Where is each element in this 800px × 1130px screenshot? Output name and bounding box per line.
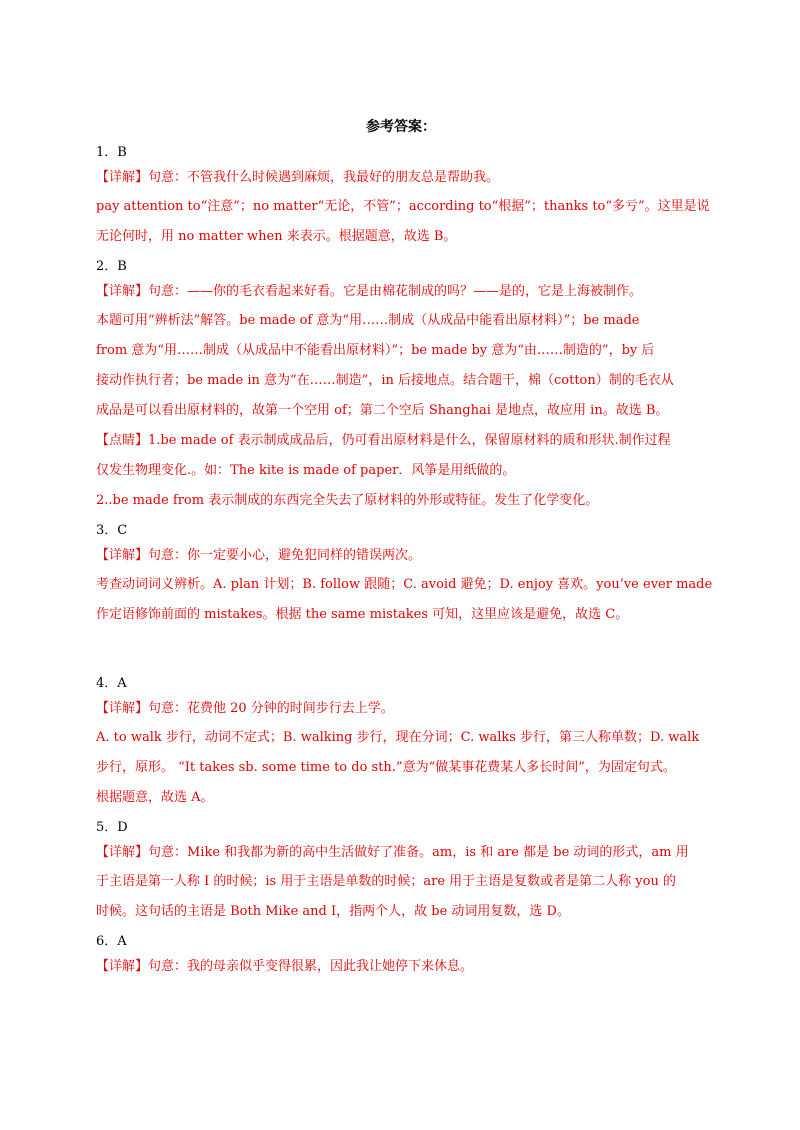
explanation-line: 无论何时，用 no matter when 来表示。根据题意，故选 B。 — [96, 229, 457, 244]
answer-detail: 【详解】句意：你一定要小心，避免犯同样的错误两次。 — [96, 548, 422, 563]
explanation-line: 考查动词词义辨析。A. plan 计划；B. follow 跟随；C. avoid 避免；D. enjoy 喜欢。you’ve ever made — [96, 577, 713, 592]
answer-detail: 【详解】句意：花费他 20 分钟的时间步行去上学。 — [96, 701, 394, 716]
answer-detail: 【详解】句意：——你的毛衣看起来好看。它是由棉花制成的吗？——是的，它是上海被制作。 — [96, 284, 643, 299]
explanation-line: A. to walk 步行，动词不定式；B. walking 步行，现在分词；C. walks 步行，第三人称单数；D. walk — [96, 730, 700, 745]
explanation-line: 接动作执行者；be made in 意为“在……制造”，in 后接地点。结合题干，棉（cotton）制的毛衣从 — [96, 373, 674, 388]
answer-detail: 【详解】句意：不管我什么时候遇到麻烦，我最好的朋友总是帮助我。 — [96, 170, 500, 185]
answer-number: 1．B — [96, 145, 127, 160]
explanation-line: 作定语修饰前面的 mistakes。根据 the same mistakes 可知，这里应该是避免，故选 C。 — [96, 607, 629, 622]
answer-block-1 — [96, 144, 710, 246]
answer-number: 2．B — [96, 259, 127, 274]
explanation-line: pay attention to“注意”；no matter“无论，不管”；according to“根据”；thanks to“多亏”。这里是说 — [96, 199, 710, 214]
answer-block-5 — [96, 819, 706, 921]
answer-detail: 【详解】句意：我的母亲似乎变得很累，因此我让她停下来休息。 — [96, 959, 474, 974]
answer-page — [96, 118, 713, 987]
page-title: 参考答案： — [366, 119, 436, 135]
answer-number: 3．C — [96, 523, 128, 538]
note-line: 【点睛】1.be made of 表示制成成品后，仍可看出原材料是什么，保留原材料的质和形状.制作过程 — [96, 433, 671, 448]
answer-block-6 — [96, 933, 706, 976]
explanation-line: 本题可用“辨析法”解答。be made of 意为“用……制成（从成品中能看出原材料）”；be made — [96, 313, 640, 328]
answer-number: 5．D — [96, 820, 128, 835]
explanation-line: 成品是可以看出原材料的，故第一个空用 of；第二个空后 Shanghai 是地点，故应用 in。故选 B。 — [96, 403, 669, 418]
answer-number: 6．A — [96, 934, 127, 949]
blank-gap — [96, 636, 706, 668]
explanation-line: 于主语是第一人称 I 的时候；is 用于主语是单数的时候；are 用于主语是复数或者是第二人称 you 的 — [96, 874, 676, 889]
explanation-line: 步行，原形。 “It takes sb. some time to do sth.”意为“做某事花费某人多长时间”，为固定句式。 — [96, 760, 676, 775]
answer-detail: 【详解】句意：Mike 和我都为新的高中生活做好了准备。am，is 和 are 都是 be 动词的形式，am 用 — [96, 845, 689, 860]
explanation-line: 根据题意，故选 A。 — [96, 790, 214, 805]
answer-block-3 — [96, 522, 713, 624]
answer-block-2 — [96, 258, 706, 510]
note-line: 仅发生物理变化.。如：The kite is made of paper．风筝是用纸做的。 — [96, 463, 516, 478]
answer-block-4 — [96, 675, 706, 807]
answer-number: 4．A — [96, 676, 127, 691]
note-line: 2..be made from 表示制成的东西完全失去了原材料的外形或特征。发生了化学变化。 — [96, 493, 599, 508]
explanation-line: 时候。这句话的主语是 Both Mike and I，指两个人，故 be 动词用复数，选 D。 — [96, 904, 570, 919]
explanation-line: from 意为“用……制成（从成品中不能看出原材料）”；be made by 意为“由……制造的”，by 后 — [96, 343, 655, 358]
